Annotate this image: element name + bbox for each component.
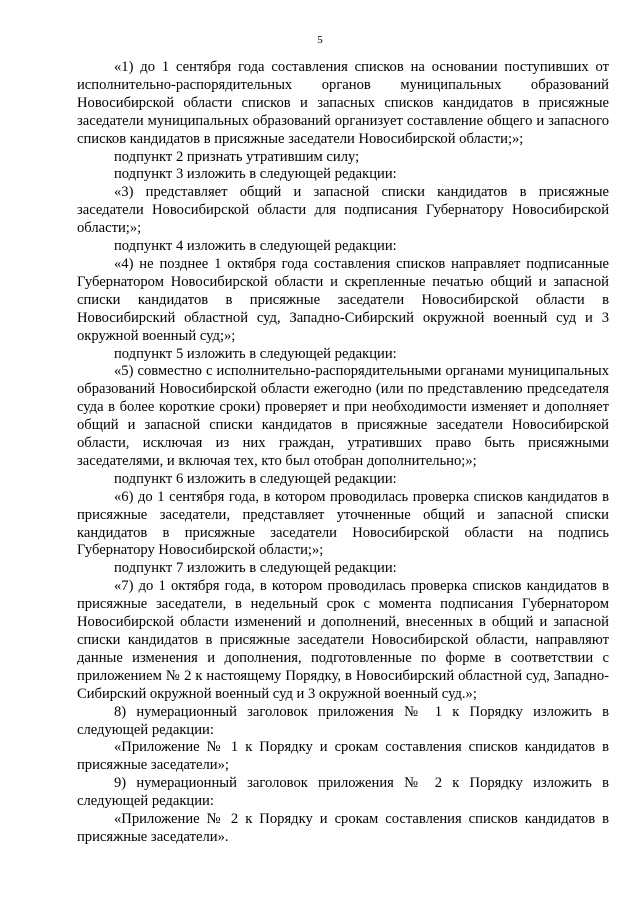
- paragraph: 8) нумерационный заголовок приложения № 1 к Порядку изложить в следующей редакции:: [77, 703, 609, 738]
- paragraph: «6) до 1 сентября года, в котором проводилась проверка списков кандидатов в присяжные заседатели, представляет уточненные общий и запасной списки кандидатов в присяжные заседатели Новосибирской области на подпись Губернатору Новосибирской области;»;: [77, 488, 609, 559]
- paragraph: «Приложение № 1 к Порядку и срокам составления списков кандидатов в присяжные заседатели»;: [77, 739, 609, 774]
- paragraph: подпункт 3 изложить в следующей редакции:: [114, 166, 397, 183]
- paragraph: подпункт 5 изложить в следующей редакции:: [114, 345, 397, 362]
- paragraph: «Приложение № 2 к Порядку и срокам составления списков кандидатов в присяжные заседатели».: [77, 811, 609, 845]
- paragraph: «5) совместно с исполнительно-распорядительными органами муниципальных образований Новосибирской области ежегодно (или по представлению председателя суда в более короткие сроки) проверяет и при необходимости изменяет и дополняет общий и запасной списки кандидатов в присяжные заседатели Новосибирской области, исключая из них граждан, утративших право быть присяжными заседателями, и включая тех, кто был отобран дополнительно;»;: [77, 363, 609, 469]
- paragraph: «1) до 1 сентября года составления списков на основании поступивших от исполнительно-распорядительных органов муниципальных образований Новосибирской области списков и запасных списков кандидатов в присяжные заседатели муниципальных образований организует составление общего и запасного списков кандидатов в присяжные заседатели Новосибирской области;»;: [77, 59, 609, 147]
- paragraph: «4) не позднее 1 октября года составления списков направляет подписанные Губернатором Новосибирской области и скрепленные печатью общий и запасной списки кандидатов в присяжные заседатели Новосибирской области в Новосибирский областной суд, Западно-Сибирский окружной военный суд и 3 окружной военный суд;»;: [77, 255, 609, 344]
- paragraph: «3) представляет общий и запасной списки кандидатов в присяжные заседатели Новосибирской области для подписания Губернатору Новосибирской области;»;: [77, 184, 609, 237]
- paragraph: подпункт 4 изложить в следующей редакции:: [114, 238, 397, 255]
- paragraph: подпункт 7 изложить в следующей редакции:: [114, 560, 397, 577]
- paragraph: подпункт 2 признать утратившим силу;: [114, 148, 360, 165]
- document-body: [77, 59, 609, 847]
- paragraph: «7) до 1 октября года, в котором проводилась проверка списков кандидатов в присяжные заседатели, в недельный срок с момента подписания Губернатором Новосибирской области изменений и дополнений, внесенных в общий и запасной списки кандидатов в присяжные заседатели Новосибирской области, направляют данные изменения и дополнения, подготовленные по форме в соответствии с приложением № 2 к настоящему Порядку, в Новосибирский областной суд, Западно-Сибирский окружной военный суд и 3 окружной военный суд.»;: [77, 578, 609, 702]
- paragraph: 9) нумерационный заголовок приложения № 2 к Порядку изложить в следующей редакции:: [77, 775, 609, 810]
- page-number: 5: [317, 34, 323, 46]
- paragraph: подпункт 6 изложить в следующей редакции:: [114, 470, 397, 487]
